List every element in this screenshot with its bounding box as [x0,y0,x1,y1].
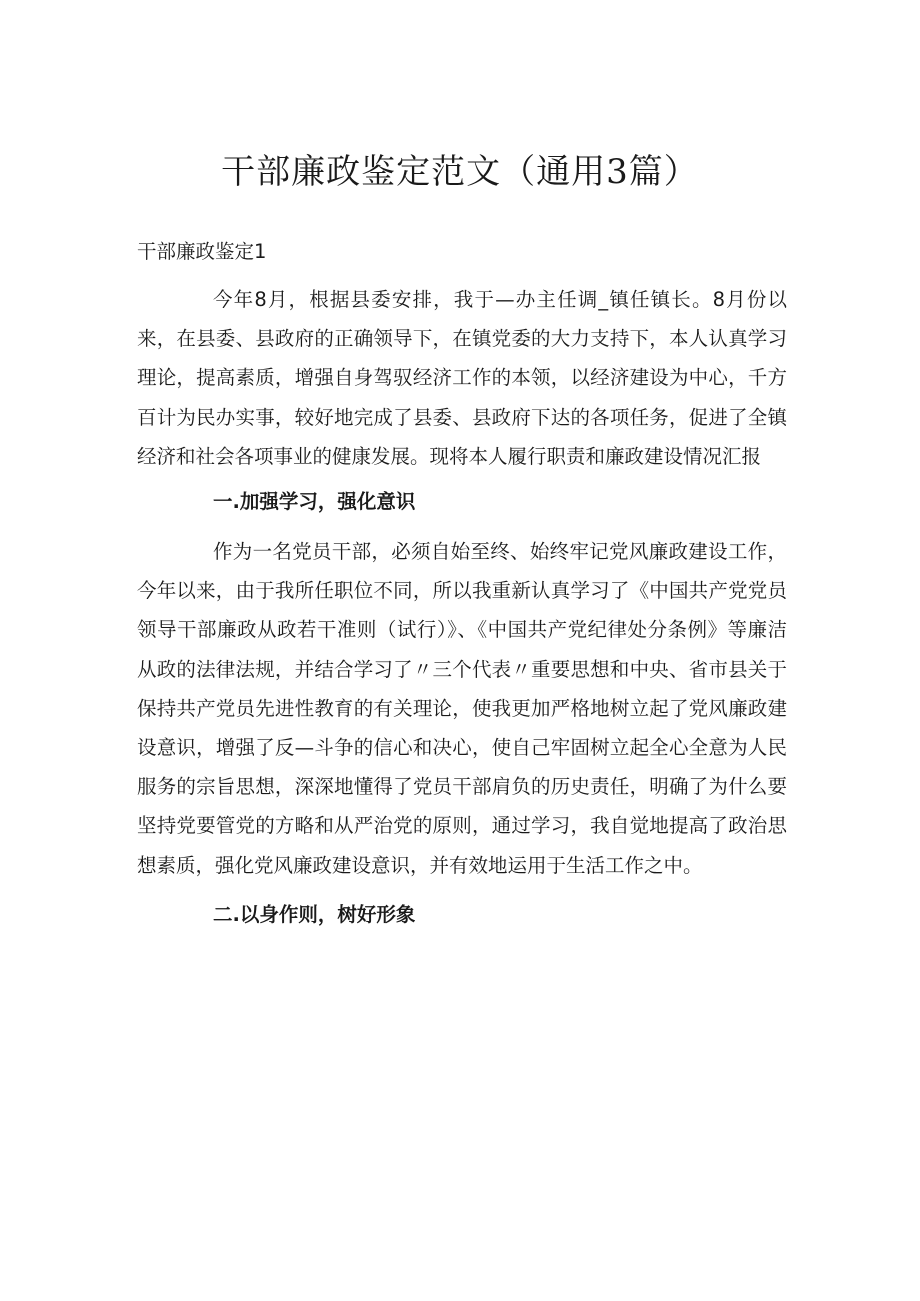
section-heading-2: 二.以身作则，树好形象 [213,902,416,926]
section-paragraph-1: 作为一名党员干部，必须自始至终、始终牢记党风廉政建设工作，今年以来，由于我所任职位不同，所以我重新认真学习了《中国共产党党员领导干部廉政从政若干准则（试行）》、《中国共产党纪律处分条例》等廉洁从政的法律法规，并结合学习了〃三个代表〃重要思想和中央、省市县关于保持共产党员先进性教育的有关理论，使我更加严格地树立起了党风廉政建设意识，增强了反—斗争的信心和决心，使自己牢固树立起全心全意为人民服务的宗旨思想，深深地懂得了党员干部肩负的历史责任，明确了为什么要坚持党要管党的方略和从严治党的原则，通过学习，我自觉地提高了政治思想素质，强化党风廉政建设意识，并有效地运用于生活工作之中。 [137,540,787,877]
subheading: 干部廉政鉴定1 [137,240,267,263]
intro-paragraph: 今年8月，根据县委安排，我于—办主任调_镇任镇长。8月份以来，在县委、县政府的正确领导下，在镇党委的大力支持下，本人认真学习理论，提高素质，增强自身驾驭经济工作的本领，以经济建设为中心，千方百计为民办实事，较好地完成了县委、县政府下达的各项任务，促进了全镇经济和社会各项事业的健康发展。现将本人履行职责和廉政建设情况汇报 [137,288,787,468]
document-title: 干部廉政鉴定范文（通用3篇） [221,152,699,192]
document-body [137,236,787,931]
section-heading-1: 一.加强学习，强化意识 [213,490,416,514]
